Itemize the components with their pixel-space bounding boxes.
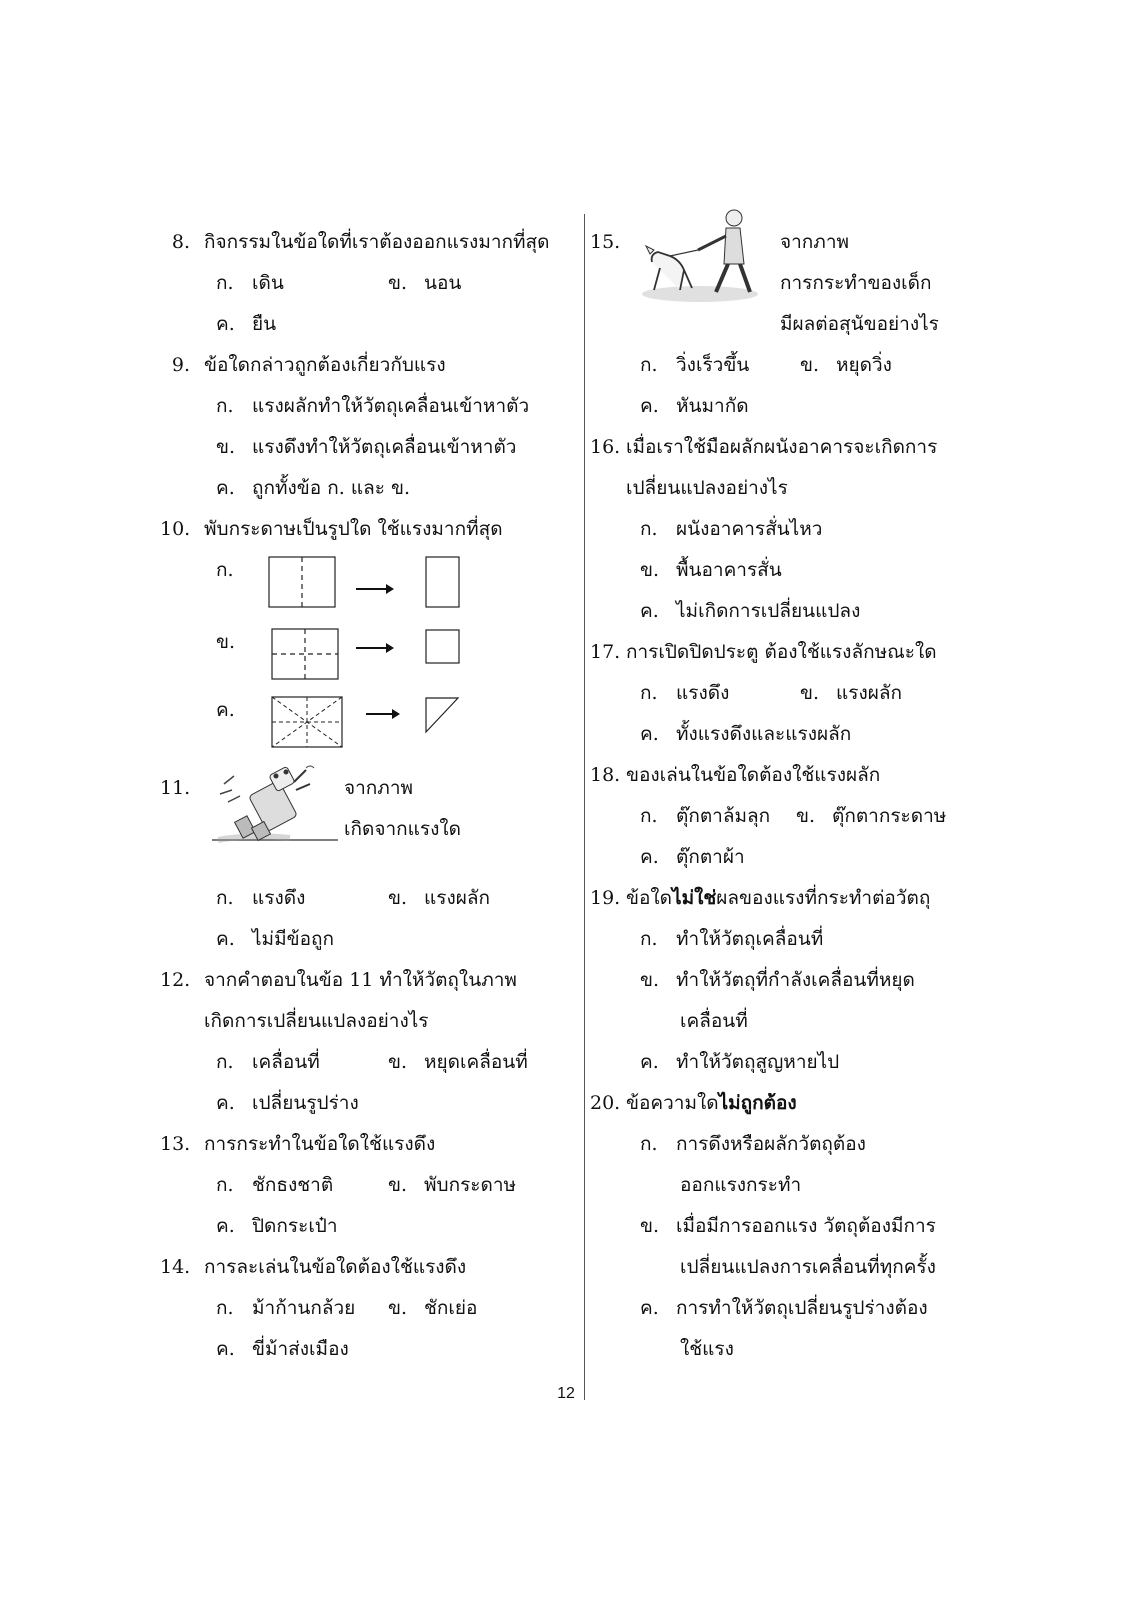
option-a-cont: ออกแรงกระทำ bbox=[680, 1174, 802, 1196]
options-row bbox=[590, 386, 990, 427]
option-c[interactable]: ค. ตุ๊กตาผ้า bbox=[640, 846, 745, 868]
question-text: ข้อใดไม่ใช่ผลของแรงที่กระทำต่อวัตถุ bbox=[626, 887, 931, 909]
option-a[interactable]: ก. วิ่งเร็วขึ้น bbox=[640, 354, 750, 376]
question-text: จากภาพ bbox=[780, 231, 850, 253]
options-row bbox=[590, 919, 990, 960]
option-b[interactable]: ข. แรงผลัก bbox=[388, 887, 491, 909]
option-a[interactable]: ก. เคลื่อนที่ bbox=[216, 1051, 320, 1073]
paper-fold-half-icon bbox=[268, 556, 468, 612]
option-label: ก. bbox=[216, 559, 234, 581]
option-b[interactable]: ข. นอน bbox=[388, 272, 462, 294]
option-c[interactable]: ค. ทำให้วัตถุสูญหายไป bbox=[640, 1051, 840, 1073]
option-a[interactable]: ก. ผนังอาคารสั่นไหว bbox=[640, 518, 823, 540]
option-c[interactable]: ค. ขี่ม้าส่งเมือง bbox=[216, 1338, 349, 1360]
option-b-cont: เคลื่อนที่ bbox=[680, 1010, 748, 1032]
option-c[interactable]: ค. ถูกทั้งข้อ ก. และ ข. bbox=[216, 477, 410, 499]
option-c[interactable]: ค. ไม่มีข้อถูก bbox=[216, 928, 335, 950]
option-label: ค. bbox=[216, 699, 235, 721]
question-18 bbox=[590, 755, 990, 796]
option-c-figure[interactable] bbox=[160, 690, 580, 768]
options-row bbox=[590, 960, 990, 1001]
option-b[interactable]: ข. หยุดวิ่ง bbox=[800, 354, 892, 376]
question-number: 20. bbox=[590, 1092, 621, 1114]
page-number: 12 bbox=[557, 1385, 575, 1402]
question-number: 14. bbox=[160, 1256, 191, 1278]
options-row bbox=[590, 673, 990, 714]
option-a[interactable]: ก. ตุ๊กตาล้มลุก bbox=[640, 805, 771, 827]
option-b[interactable]: ข. พับกระดาษ bbox=[388, 1174, 517, 1196]
boy-pulling-dog-illustration bbox=[640, 206, 760, 306]
question-text: การเปิดปิดประตู ต้องใช้แรงลักษณะใด bbox=[626, 641, 937, 663]
option-c-cont: ใช้แรง bbox=[680, 1338, 734, 1360]
question-text: ของเล่นในข้อใดต้องใช้แรงผลัก bbox=[626, 764, 881, 786]
question-text: ข้อความใดไม่ถูกต้อง bbox=[626, 1092, 797, 1114]
options-row bbox=[160, 1083, 580, 1124]
question-number: 12. bbox=[160, 969, 191, 991]
option-b[interactable]: ข. พื้นอาคารสั่น bbox=[640, 559, 782, 581]
question-15 bbox=[590, 222, 990, 345]
question-text: ข้อใดกล่าวถูกต้องเกี่ยวกับแรง bbox=[204, 354, 446, 376]
question-text: จากคำตอบในข้อ 11 ทำให้วัตถุในภาพ bbox=[204, 969, 517, 991]
question-text: มีผลต่อสุนัขอย่างไร bbox=[780, 313, 939, 335]
option-a[interactable]: ก. เดิน bbox=[216, 272, 284, 294]
option-b[interactable]: ข. แรงดึงทำให้วัตถุเคลื่อนเข้าหาตัว bbox=[216, 436, 517, 458]
options-row bbox=[590, 1124, 990, 1165]
option-b[interactable]: ข. หยุดเคลื่อนที่ bbox=[388, 1051, 528, 1073]
options-row bbox=[590, 796, 990, 837]
options-row bbox=[160, 919, 580, 960]
option-a[interactable]: ก. ม้าก้านกล้วย bbox=[216, 1297, 356, 1319]
option-b-figure[interactable] bbox=[160, 622, 580, 690]
option-a[interactable]: ก. ทำให้วัตถุเคลื่อนที่ bbox=[640, 928, 824, 950]
options-row bbox=[160, 1042, 580, 1083]
question-number: 13. bbox=[160, 1133, 191, 1155]
question-text: เกิดจากแรงใด bbox=[344, 818, 461, 840]
options-row-cont bbox=[590, 1329, 990, 1370]
options-row bbox=[590, 1206, 990, 1247]
option-b[interactable]: ข. ตุ๊กตากระดาษ bbox=[796, 805, 947, 827]
question-19 bbox=[590, 878, 990, 919]
option-c[interactable]: ค. หันมากัด bbox=[640, 395, 749, 417]
options-row-cont bbox=[590, 1165, 990, 1206]
question-10 bbox=[160, 509, 580, 550]
question-text: การละเล่นในข้อใดต้องใช้แรงดึง bbox=[204, 1256, 467, 1278]
question-9 bbox=[160, 345, 580, 386]
question-11 bbox=[160, 768, 580, 878]
options-row bbox=[160, 427, 580, 468]
option-a[interactable]: ก. แรงดึง bbox=[216, 887, 306, 909]
options-row bbox=[160, 386, 580, 427]
question-text: เปลี่ยนแปลงอย่างไร bbox=[626, 477, 788, 499]
options-row bbox=[160, 1165, 580, 1206]
options-row bbox=[590, 714, 990, 755]
options-row bbox=[160, 263, 580, 304]
options-row bbox=[590, 550, 990, 591]
option-label: ข. bbox=[216, 631, 236, 653]
question-text: พับกระดาษเป็นรูปใด ใช้แรงมากที่สุด bbox=[204, 518, 503, 540]
option-a[interactable]: ก. แรงผลักทำให้วัตถุเคลื่อนเข้าหาตัว bbox=[216, 395, 530, 417]
option-b[interactable]: ข. แรงผลัก bbox=[800, 682, 903, 704]
question-number: 9. bbox=[171, 354, 190, 376]
question-number: 11. bbox=[160, 777, 191, 799]
option-a-figure[interactable] bbox=[160, 550, 580, 622]
question-number: 16. bbox=[590, 436, 621, 458]
options-row bbox=[160, 878, 580, 919]
options-row bbox=[590, 837, 990, 878]
option-a[interactable]: ก. แรงดึง bbox=[640, 682, 730, 704]
question-text: การกระทำของเด็ก bbox=[780, 272, 932, 294]
option-b[interactable]: ข. เมื่อมีการออกแรง วัตถุต้องมีการ bbox=[640, 1215, 936, 1237]
options-row bbox=[160, 468, 580, 509]
question-13 bbox=[160, 1124, 580, 1165]
options-row bbox=[590, 591, 990, 632]
options-row bbox=[590, 1042, 990, 1083]
options-row-cont bbox=[590, 1247, 990, 1288]
question-text: เกิดการเปลี่ยนแปลงอย่างไร bbox=[204, 1010, 429, 1032]
question-number: 8. bbox=[171, 231, 190, 253]
falling-robot-illustration bbox=[210, 762, 340, 848]
question-number: 19. bbox=[590, 887, 621, 909]
left-column bbox=[160, 222, 580, 1370]
options-row bbox=[590, 509, 990, 550]
option-a[interactable]: ก. การดึงหรือผลักวัตถุต้อง bbox=[640, 1133, 866, 1155]
question-17 bbox=[590, 632, 990, 673]
paper-fold-triangle-icon bbox=[268, 696, 468, 752]
question-text: จากภาพ bbox=[344, 777, 414, 799]
question-16 bbox=[590, 427, 990, 468]
question-8 bbox=[160, 222, 580, 263]
options-row bbox=[590, 345, 990, 386]
question-text: การกระทำในข้อใดใช้แรงดึง bbox=[204, 1133, 436, 1155]
option-c[interactable]: ค. การทำให้วัตถุเปลี่ยนรูปร่างต้อง bbox=[640, 1297, 928, 1319]
option-b[interactable]: ข. ชักเย่อ bbox=[388, 1297, 478, 1319]
question-14 bbox=[160, 1247, 580, 1288]
options-row bbox=[160, 1288, 580, 1329]
right-column bbox=[590, 222, 990, 1370]
option-c[interactable]: ค. ไม่เกิดการเปลี่ยนแปลง bbox=[640, 600, 861, 622]
option-c[interactable]: ค. ยืน bbox=[216, 313, 277, 335]
question-12-cont bbox=[160, 1001, 580, 1042]
question-12 bbox=[160, 960, 580, 1001]
option-c[interactable]: ค. เปลี่ยนรูปร่าง bbox=[216, 1092, 359, 1114]
paper-fold-quarter-icon bbox=[268, 628, 468, 684]
options-row bbox=[160, 304, 580, 345]
options-row-cont bbox=[590, 1001, 990, 1042]
question-text: กิจกรรมในข้อใดที่เราต้องออกแรงมากที่สุด bbox=[204, 231, 550, 253]
option-a[interactable]: ก. ชักธงชาติ bbox=[216, 1174, 334, 1196]
option-c[interactable]: ค. ทั้งแรงดึงและแรงผลัก bbox=[640, 723, 852, 745]
question-number: 15. bbox=[590, 231, 621, 253]
options-row bbox=[160, 1329, 580, 1370]
question-number: 10. bbox=[160, 518, 191, 540]
question-number: 17. bbox=[590, 641, 621, 663]
question-16-cont bbox=[590, 468, 990, 509]
options-row bbox=[590, 1288, 990, 1329]
column-divider bbox=[584, 214, 585, 1400]
question-20 bbox=[590, 1083, 990, 1124]
option-b-cont: เปลี่ยนแปลงการเคลื่อนที่ทุกครั้ง bbox=[680, 1256, 936, 1278]
question-text: เมื่อเราใช้มือผลักผนังอาคารจะเกิดการ bbox=[626, 436, 938, 458]
options-row bbox=[160, 1206, 580, 1247]
option-b[interactable]: ข. ทำให้วัตถุที่กำลังเคลื่อนที่หยุด bbox=[640, 969, 915, 991]
option-c[interactable]: ค. ปิดกระเป๋า bbox=[216, 1215, 338, 1237]
question-number: 18. bbox=[590, 764, 621, 786]
